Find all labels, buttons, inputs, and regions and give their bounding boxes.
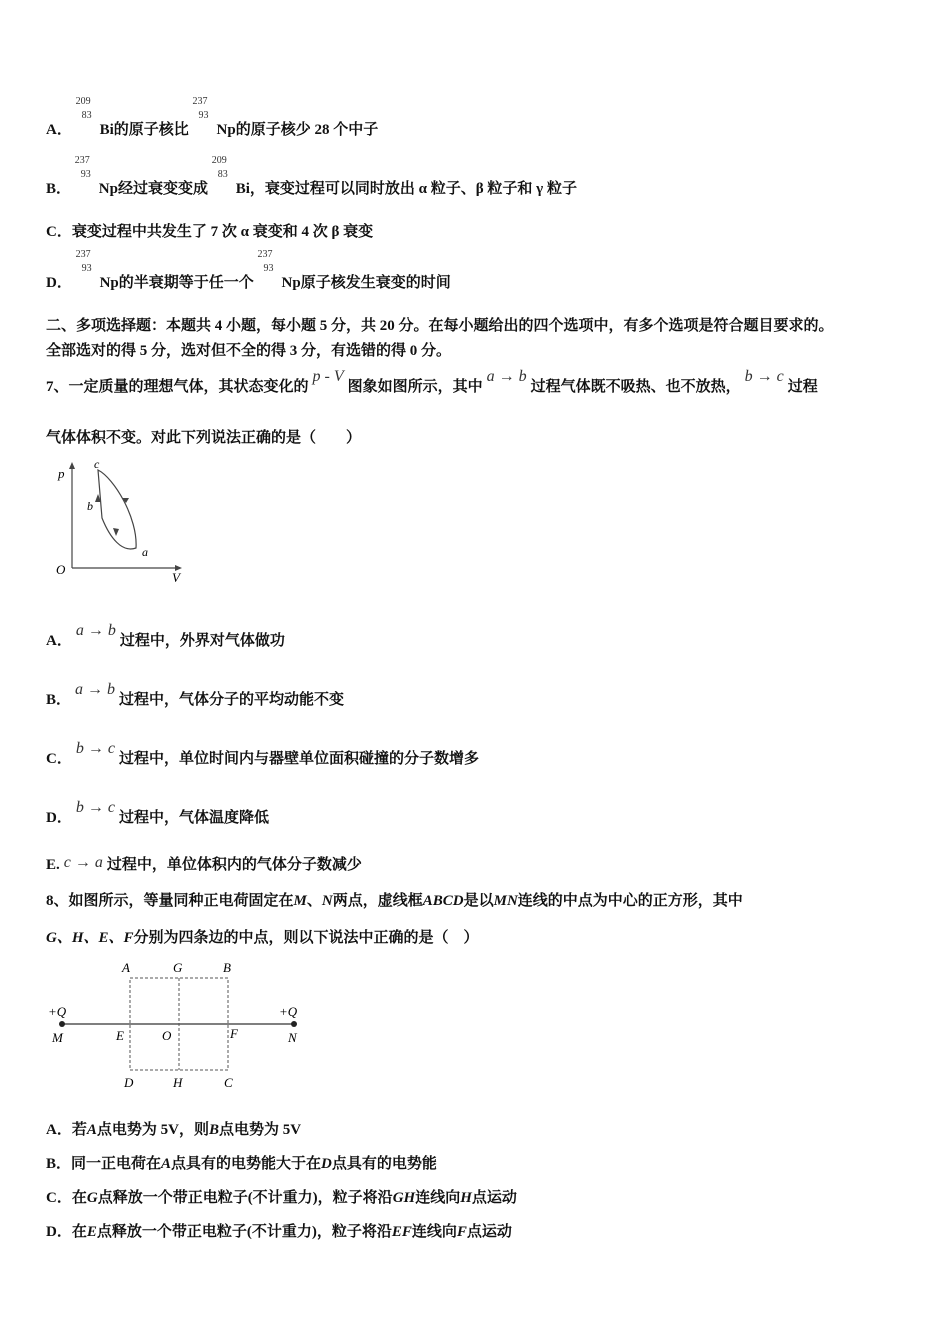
q7-option-a: A．a → b过程中，外界对气体做功 — [46, 622, 285, 649]
nuclide-bi-209: 209 83 — [211, 155, 228, 180]
q7-stem-line1: 7、一定质量的理想气体，其状态变化的p - V图象如图所示，其中a → b过程气体既不吸热、也不放热，b → c过程 — [46, 368, 818, 395]
q7-stem-line2: 气体体积不变。对此下列说法正确的是（ ） — [46, 430, 362, 446]
label-b: B — [223, 960, 231, 975]
point-c-label: c — [94, 458, 100, 471]
origin-label: O — [56, 562, 66, 577]
q8-stem-line1: 8、如图所示，等量同种正电荷固定在M、N两点，虚线框ABCD是以MN连线的中点为中心的正方形，其中 — [46, 893, 743, 909]
nuclide-np-237: 237 93 — [75, 249, 92, 274]
q7-option-b: B．a → b过程中，气体分子的平均动能不变 — [46, 681, 345, 708]
q8-option-b: B．同一正电荷在A点具有的电势能大于在D点具有的电势能 — [46, 1156, 437, 1172]
p-axis-arrow — [69, 462, 75, 469]
cycle-curve — [98, 470, 136, 549]
q8-option-a: A．若A点电势为 5V，则B点电势为 5V — [46, 1122, 302, 1138]
nuclide-np-237: 237 93 — [192, 96, 209, 121]
point-b-label: b — [87, 499, 93, 513]
label-c: C — [224, 1075, 233, 1090]
nuclide-np-237: 237 93 — [257, 249, 274, 274]
nuclide-bi-209: 209 83 — [75, 96, 92, 121]
q8-option-d: D．在E点释放一个带正电粒子(不计重力)，粒子将沿EF连线向F点运动 — [46, 1224, 512, 1240]
label-h: H — [173, 1075, 183, 1090]
label-d: D — [124, 1075, 134, 1090]
q7-option-c: C．b → c过程中，单位时间内与器壁单位面积碰撞的分子数增多 — [46, 740, 479, 767]
label-f: F — [230, 1026, 238, 1041]
q8-stem-line2: G、H、E、F分别为四条边的中点，则以下说法中正确的是（ ） — [46, 930, 479, 946]
q6-option-b: B． 237 93 Np经过衰变变成 209 83 Bi，衰变过程可以同时放出 α 粒子、β 粒子和 γ 粒子 — [46, 155, 577, 197]
axis-p-label: p — [58, 466, 65, 481]
label-e: E — [116, 1028, 124, 1043]
label-m: M — [52, 1030, 63, 1045]
label-g: G — [173, 960, 183, 975]
q8-charge-diagram — [40, 958, 320, 1092]
charge-n — [291, 1021, 297, 1027]
q6-option-a: A． 209 83 Bi的原子核比 237 93 Np的原子核少 28 个中子 — [46, 96, 379, 138]
section2-heading-line2: 全部选对的得 5 分，选对但不全的得 3 分，有选错的得 0 分。 — [46, 343, 452, 359]
q7-option-e: E. c → a 过程中，单位体积内的气体分子数减少 — [46, 854, 362, 873]
q6-option-d: D． 237 93 Np的半衰期等于任一个 237 93 Np原子核发生衰变的时间 — [46, 249, 451, 291]
q6-option-c: C．衰变过程中共发生了 7 次 α 衰变和 4 次 β 衰变 — [46, 224, 374, 240]
label-n: N — [288, 1030, 297, 1045]
charge-m — [59, 1021, 65, 1027]
nuclide-np-237: 237 93 — [74, 155, 91, 180]
label-a: A — [122, 960, 130, 975]
q8-option-c: C．在G点释放一个带正电粒子(不计重力)，粒子将沿GH连线向H点运动 — [46, 1190, 517, 1206]
axis-v-label: V — [172, 570, 180, 585]
section2-heading-line1: 二、多项选择题：本题共 4 小题，每小题 5 分，共 20 分。在每小题给出的四个选项中，有多个选项是符合题目要求的。 — [46, 318, 834, 334]
label-q-left: +Q — [48, 1004, 67, 1019]
label-q-right: +Q — [279, 1004, 298, 1019]
q7-pv-diagram — [52, 458, 192, 586]
arrow-ab — [113, 528, 119, 536]
point-a-label: a — [142, 545, 148, 559]
label-o: O — [162, 1028, 172, 1043]
q7-option-d: D．b → c过程中，气体温度降低 — [46, 799, 269, 826]
